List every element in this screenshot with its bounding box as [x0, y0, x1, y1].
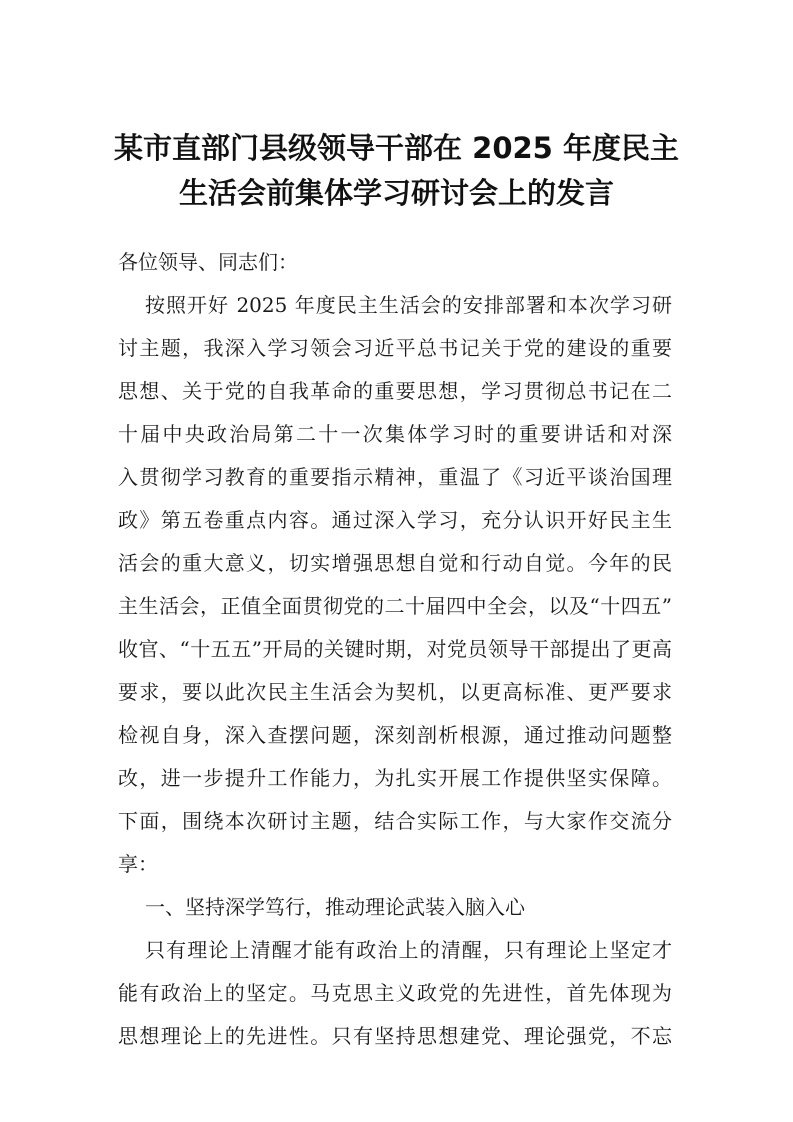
section-heading: 一、坚持深学笃行，推动理论武装入脑入心: [145, 895, 525, 919]
body-line: 思想理论上的先进性。只有坚持思想建党、理论强党，不忘: [118, 1024, 672, 1048]
intro-paragraph: [118, 284, 672, 886]
body-line: 收官、“十五五”开局的关键时期，对党员领导干部提出了更高: [118, 637, 672, 661]
body-line: 主生活会，正值全面贯彻党的二十届四中全会，以及“十四五”: [118, 594, 672, 618]
body-line: 享：: [118, 852, 158, 876]
section1-paragraph: [118, 929, 672, 1058]
body-line: 只有理论上清醒才能有政治上的清醒，只有理论上坚定才: [145, 938, 672, 962]
body-line: 检视自身，深入查摆问题，深刻剖析根源，通过推动问题整: [118, 723, 672, 747]
body-line: 讨主题，我深入学习领会习近平总书记关于党的建设的重要: [118, 336, 672, 360]
document-body: [118, 241, 672, 1058]
body-line: 思想、关于党的自我革命的重要思想，学习贯彻总书记在二: [118, 379, 672, 403]
body-line: 下面，围绕本次研讨主题，结合实际工作，与大家作交流分: [118, 809, 672, 833]
salutation: 各位领导、同志们：: [118, 250, 298, 274]
body-line: 按照开好 2025 年度民主生活会的安排部署和本次学习研: [145, 293, 672, 317]
document-title: [100, 126, 693, 216]
body-line: 活会的重大意义，切实增强思想自觉和行动自觉。今年的民: [118, 551, 672, 575]
body-line: 十届中央政治局第二十一次集体学习时的重要讲话和对深: [118, 422, 672, 446]
body-line: 改，进一步提升工作能力，为扎实开展工作提供坚实保障。: [118, 766, 672, 790]
body-line: 政》第五卷重点内容。通过深入学习，充分认识开好民主生: [118, 508, 672, 532]
title-line: 某市直部门县级领导干部在 2025 年度民主: [114, 131, 679, 165]
body-line: 要求，要以此次民主生活会为契机，以更高标准、更严要求: [118, 680, 672, 704]
title-line: 生活会前集体学习研讨会上的发言: [178, 176, 614, 210]
body-line: 能有政治上的坚定。马克思主义政党的先进性，首先体现为: [118, 981, 672, 1005]
body-line: 入贯彻学习教育的重要指示精神，重温了《习近平谈治国理: [118, 465, 672, 489]
